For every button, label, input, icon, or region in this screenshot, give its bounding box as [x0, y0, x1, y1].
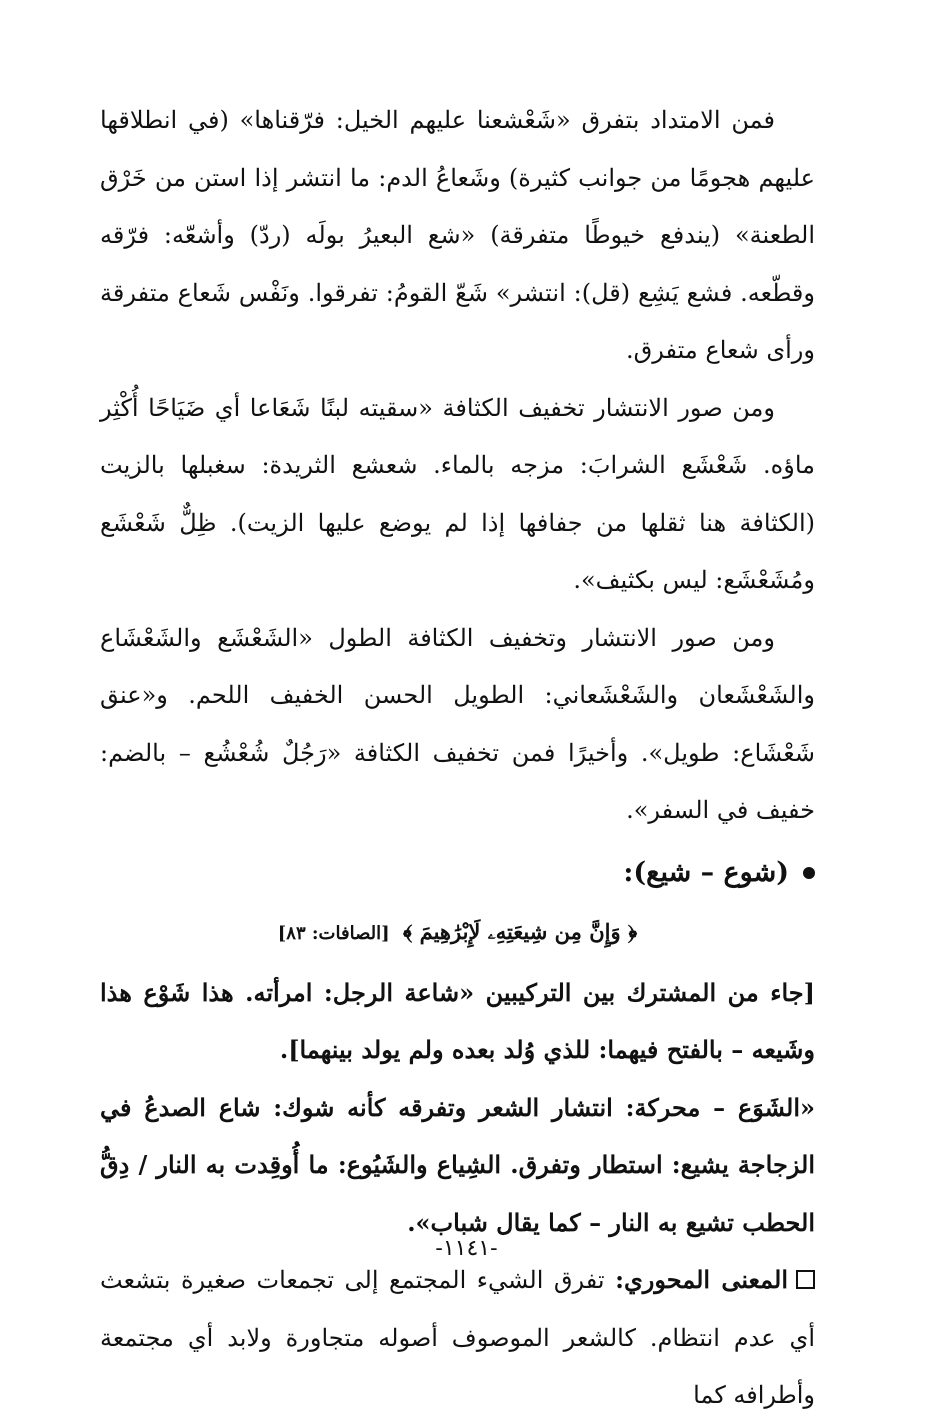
verse-text: ﴿ وَإِنَّ مِن شِيعَتِهِۦ لَإِبْرَٰهِيمَ ﴾ — [403, 918, 638, 944]
square-box-icon — [796, 1270, 815, 1289]
paragraph-shared-meaning: [جاء من المشترك بين التركيبين «شاعة الرجل: امرأته. هذا شَوْع هذا وشَيعه – بالفتح فيهما: للذي وُلد بعده ولم يولد بينهما]. — [100, 977, 815, 1064]
paragraph-density-reduction: ومن صور الانتشار تخفيف الكثافة «سقيته لبنًا شَعَاعا أي ضَيَاحًا أُكْثِر ماؤه. شَعْشَع الشرابَ: مزجه بالماء. شعشع الثريدة: سغبلها بالزيت (الكثافة هنا ثقلها من جفافها إذا لم يوضع عليها الزيت). ظِلٌّ شَعْشَع ومُشَعْشَع: ليس بكثيف». — [100, 393, 815, 594]
page-number: -١١٤١- — [435, 1236, 498, 1261]
entry-heading — [100, 846, 815, 900]
core-meaning-label: المعنى المحوري: — [615, 1265, 788, 1294]
core-meaning-text: تفرق الشيء المجتمع إلى تجمعات صغيرة بتشعث أي عدم انتظام. كالشعر الموصوف أصوله متجاورة ولابد أي مجتمعة وأطرافه كما — [100, 1266, 815, 1409]
quran-verse — [100, 904, 815, 962]
verse-reference: [الصافات: ٨٣] — [277, 922, 390, 944]
entry-heading-text: (شوع – شيع): — [623, 856, 789, 888]
paragraph-shaasha-spread: فمن الامتداد بتفرق «شَعْشعنا عليهم الخيل: فرّقناها» (في انطلاقها عليهم هجومًا من جوانب كثيرة) وشَعاعُ الدم: ما انتشر إذا استن من خَرْق الطعنة» (يندفع خيوطًا متفرقة) «شع البعيرُ بولَه (ردّ) وأشعّه: فرّقه وقطّعه. فشع يَشِع (قل): انتشر» شَعّ القومُ: تفرقوا. ونَفْس شَعاع متفرقة ورأى شعاع متفرق. — [100, 106, 816, 364]
bullet-icon — [803, 867, 815, 879]
paragraph-length: ومن صور الانتشار وتخفيف الكثافة الطول «الشَعْشَع والشَعْشَاع والشَعْشَعان والشَعْشَعاني: الطويل الحسن الخفيف اللحم. و«عنق شَعْشَاع: طويل». وأخيرًا فمن تخفيف الكثافة «رَجُلٌ شُعْشُع – بالضم: خفيف في السفر». — [100, 623, 815, 824]
paragraph-shawa-definition: «الشَوَع – محركة: انتشار الشعر وتفرقه كأنه شوك: شاع الصدعُ في الزجاجة يشيع: استطار وتفرق. الشِياع والشَيُوع: ما أُوقِدت به النار / دِقُّ الحطب تشيع به النار – كما يقال شباب». — [100, 1092, 815, 1237]
paragraph-core-meaning — [100, 1251, 815, 1425]
